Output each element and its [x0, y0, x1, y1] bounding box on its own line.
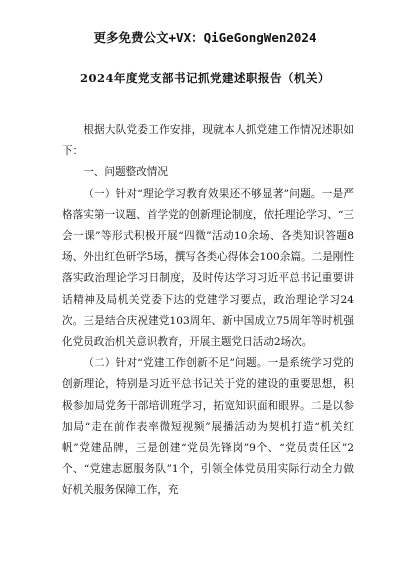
- document-title: 2024年度党支部书记抓党建述职报告（机关）: [79, 71, 330, 85]
- paragraph-2: （二）针对“党建工作创新不足”问题。一是系统学习党的创新理论，特别是习近平总书记关于党的建设的重要思想，积极参加局党务干部培训班学习，拓宽知识面和眼界。二是以参加局“走在前作表率微短视频”展播活动为契机打造“机关红帆”党建品牌，三是创建“党员先锋岗”9个、“党员责任区”2个、“党建志愿服务队”1个，引领全体党员用实际行动全力做好机关服务保障工作，充: [62, 357, 354, 497]
- document-body: [62, 120, 354, 502]
- section-heading: 一、问题整改情况: [83, 166, 168, 179]
- paragraph-1: （一）针对“理论学习教育效果还不够显著”问题。一是严格落实第一议题、首学党的创新理论制度，依托理论学习、“三会一课”等形式积极开展“四微”活动10余场、各类知识答题8场、外出红色研学5场，撰写各类心得体会100余篇。二是刚性落实政治理论学习日制度，及时传达学习习近平总书记重要讲话精神及局机关党委下达的党建学习要点，政治理论学习24次。三是结合庆祝建党103周年、新中国成立75周年等时机强化党员政治机关意识教育，开展主题党日活动2场次。: [62, 187, 354, 349]
- document-header: 更多免费公文+VX：QiGeGongWen2024: [93, 30, 317, 45]
- intro-paragraph: 根据大队党委工作安排，现就本人抓党建工作情况述职如下：: [62, 124, 354, 158]
